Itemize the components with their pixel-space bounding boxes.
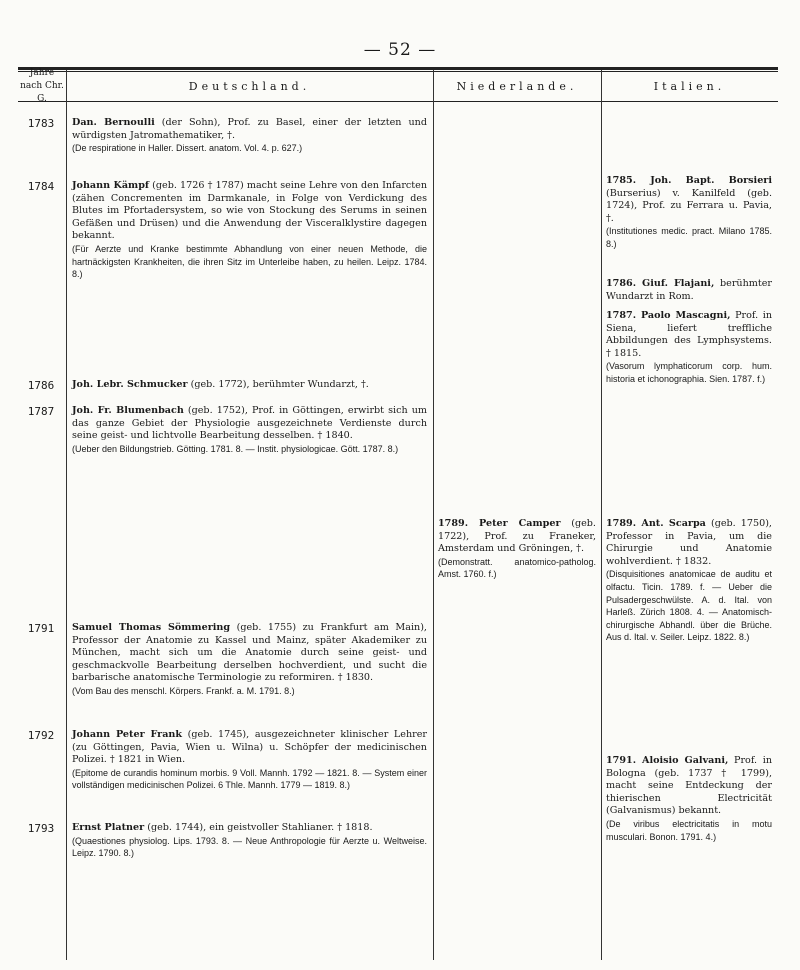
entry-ref: (Vasorum lymphaticorum corp. hum. historia et ichonographia. Sien. 1787. f.) <box>606 361 772 384</box>
year-label: 1792 <box>27 729 55 742</box>
entry-ref: (De viribus electricitatis in motu musculari. Bonon. 1791. 4.) <box>606 818 772 842</box>
entry-text: (geb. 1722), Prof. zu Franeker, Amsterdam und Gröningen, †. <box>438 518 596 555</box>
year-label: 1783 <box>27 117 55 130</box>
entry-head: 1787. Paolo Mascagni, <box>606 310 731 321</box>
entry-ref: (Vom Bau des menschl. Körpers. Frankf. a. M. 1791. 8.) <box>72 685 295 696</box>
entry-text: (geb. 1745), ausgezeichneter klinischer Lehrer (zu Göttingen, Pavia, Wien u. Wilna) u. Schöpfer der medicinischen Polizei. † 1821 in Wien. <box>72 729 427 766</box>
entry-ref: (De respiratione in Haller. Dissert. anatom. Vol. 4. p. 627.) <box>72 143 303 154</box>
entry-head: Samuel Thomas Sömmering <box>72 622 231 633</box>
entry-text: (geb. 1772), berühmter Wundarzt, †. <box>190 379 369 390</box>
entry-ref: (Demonstratt. anatomico-patholog. Amst. 1760. f.) <box>438 556 596 580</box>
entry-text: (geb. 1744), ein geistvoller Stahlianer. † 1818. <box>147 822 373 833</box>
header-years: Jahre nach Chr. G. <box>20 67 64 104</box>
entry-scarpa <box>606 518 772 644</box>
entry-head: 1786. Giuf. Flajani, <box>606 278 715 289</box>
column-divider <box>66 70 67 960</box>
entry-head: Ernst Platner <box>72 822 145 833</box>
column-divider <box>601 70 602 960</box>
entry-head: 1789. Peter Camper <box>438 518 561 529</box>
entry-galvani <box>606 755 772 843</box>
entry-blumenbach <box>72 405 427 455</box>
entry-head: 1789. Ant. Scarpa <box>606 518 706 529</box>
entry-ref: (Für Aerzte und Kranke bestimmte Abhandlung von einer neuen Methode, die hartnäckigsten Krankheiten, die ihren Sitz im Unterleibe haben, zu heilen. Leipz. 1784. 8.) <box>72 243 427 280</box>
entry-ref: (Epitome de curandis hominum morbis. 9 Voll. Mannh. 1792 — 1821. 8. — System einer vollständigen medicinischen Polizei. 6 Thle. Mannh. 1779 — 1819. 8.) <box>72 767 427 791</box>
entry-head: Joh. Fr. Blumenbach <box>72 405 184 416</box>
entry-platner <box>72 822 427 860</box>
entry-text: Prof. in Bologna (geb. 1737 † 1799), macht seine Entdeckung der thierischen Electricität (Galvanismus) bekannt. <box>606 755 773 817</box>
header-germany: Deutschland. <box>188 79 311 93</box>
entry-text: (geb. 1726 † 1787) macht seine Lehre von den Infarcten (zähen Concrementen im Darmkanale, in Folge von Verdickung des Blutes im Pfortadersystem, so wie von Stockung des Serums in seinen Gefäßen und Drüsen) und die Anwendung der Visceralklystire dagegen bekannt. <box>72 180 427 242</box>
header-top-rule <box>18 67 778 70</box>
header-bottom-rule <box>18 101 778 102</box>
entry-soemmering <box>72 622 427 698</box>
entry-head: 1785. Joh. Bapt. Borsieri <box>606 175 772 186</box>
entry-text: (Burserius) v. Kanilfeld (geb. 1724), Prof. zu Ferrara u. Pavia, †. <box>606 187 772 224</box>
year-label: 1787 <box>27 405 55 418</box>
entry-text: berühmter Wundarzt in Rom. <box>606 278 772 302</box>
year-label: 1793 <box>27 822 55 835</box>
entry-head: Johann Peter Frank <box>72 729 183 740</box>
header-netherlands: Niederlande. <box>456 79 578 93</box>
entry-text: (geb. 1750), Professor in Pavia, um die Chirurgie und Anatomie wohlverdient. † 1832. <box>606 518 772 567</box>
entry-text: Prof. in Siena, liefert treffliche Abbildungen des Lymphsystems. † 1815. <box>606 310 772 359</box>
entry-text: (geb. 1752), Prof. in Göttingen, erwirbt sich um das ganze Gebiet der Physiologie ausgezeichnete Verdienste durch seine geist- und lichtvolle Bearbeitung desselben. † 1840. <box>72 405 427 442</box>
header-italy: Italien. <box>653 79 726 93</box>
entry-text: (geb. 1755) zu Frankfurt am Main), Professor der Anatomie zu Kassel und Mainz, später Akademiker zu München, macht sich um die Anatomie durch seine geist- und geschmackvolle Bearbeitung derselben hochverdient, und sucht die barbarische anatomische Terminologie zu reformiren. † 1830. <box>72 622 427 684</box>
entry-ref: (Quaestiones physiolog. Lips. 1793. 8. — Neue Anthropologie für Aerzte u. Weltweise. Leipz. 1790. 8.) <box>72 835 427 859</box>
entry-ref: (Ueber den Bildungstrieb. Götting. 1781. 8. — Instit. physiologicae. Gött. 1787. 8.) <box>72 443 399 454</box>
entry-head: 1791. Aloisio Galvani, <box>606 755 729 766</box>
entry-frank <box>72 729 427 792</box>
entry-ref: (Disquisitiones anatomicae de auditu et olfactu. Ticin. 1789. f. — Ueber die Pulsadergeschwülste. A. d. Ital. von Harleß. Zürich 1808. 4. — Anatomisch-chirurgische Abhandl. über die Brüche. Aus d. Ital. v. Seiler. Leipz. 1822. 8.) <box>606 569 772 643</box>
year-label: 1784 <box>27 180 55 193</box>
entry-ref: (Institutiones medic. pract. Milano 1785. 8.) <box>606 226 772 249</box>
page-number: — 52 — <box>363 40 437 60</box>
entry-schmucker <box>72 379 427 392</box>
entry-flajani <box>606 278 772 303</box>
entry-text: (der Sohn), Prof. zu Basel, einer der letzten und würdigsten Jatromathematiker, †. <box>72 117 427 141</box>
year-label: 1791 <box>27 622 55 635</box>
entry-mascagni <box>606 310 772 386</box>
entry-head: Johann Kämpf <box>72 180 150 191</box>
entry-kaempf <box>72 180 427 281</box>
entry-camper <box>438 518 596 581</box>
entry-head: Dan. Bernoulli <box>72 117 155 128</box>
entry-borsieri <box>606 175 772 251</box>
entry-head: Joh. Lebr. Schmucker <box>72 379 188 390</box>
column-divider <box>433 70 434 960</box>
entry-bernoulli <box>72 117 427 155</box>
year-label: 1786 <box>27 379 55 392</box>
